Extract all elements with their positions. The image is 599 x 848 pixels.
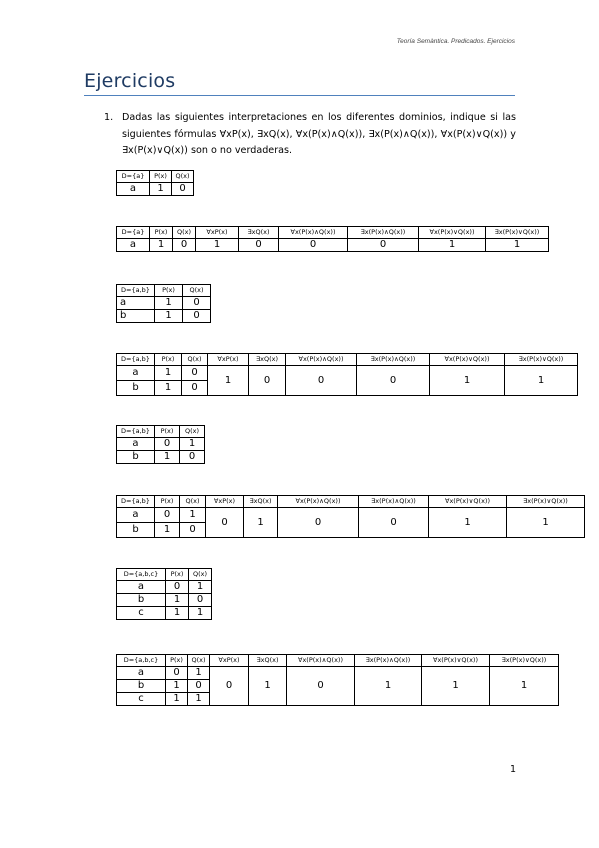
header-cell: P(x): [155, 426, 180, 438]
table-cell: b: [117, 310, 155, 323]
header-cell: Q(x): [173, 227, 196, 239]
interpretation-table-2: [116, 284, 211, 323]
table-cell: 1: [355, 667, 422, 706]
table-cell: 1: [155, 451, 180, 464]
table-cell: 0: [166, 581, 189, 594]
table-cell: 0: [206, 508, 244, 538]
page-number: 1: [510, 764, 517, 775]
question-text: Dadas las siguientes interpretaciones en los diferentes dominios, indique si las siguientes fórmulas ∀xP(x), ∃xQ(x), ∀x(P(x)∧Q(x)), ∃x(P(x)∧Q(x)), ∀x(P(x)∨Q(x)) y ∃x(P(x)∨Q(x)) son o no verdaderas.: [122, 112, 516, 156]
header-cell: Q(x): [189, 569, 212, 581]
table-cell: 1: [166, 594, 189, 607]
table-cell: 0: [166, 667, 188, 680]
header-cell: P(x): [166, 569, 189, 581]
table-cell: 1: [244, 508, 278, 538]
table-cell: a: [117, 183, 150, 196]
table-cell: 1: [150, 239, 173, 252]
table-cell: b: [117, 381, 155, 396]
table-cell: 0: [287, 667, 355, 706]
header-cell: P(x): [155, 496, 180, 508]
header-cell: ∀xP(x): [210, 655, 249, 667]
table-cell: 0: [180, 451, 205, 464]
table-cell: 1: [155, 366, 182, 381]
header-cell: P(x): [155, 354, 182, 366]
interpretation-table-4: [116, 568, 212, 620]
header-cell: Q(x): [180, 426, 205, 438]
table-cell: 0: [183, 297, 211, 310]
table-cell: a: [117, 239, 150, 252]
table-cell: 1: [155, 310, 183, 323]
table-cell: a: [117, 438, 155, 451]
header-cell: Q(x): [183, 285, 211, 297]
table-cell: 0: [359, 508, 429, 538]
header-cell: ∃xQ(x): [249, 354, 286, 366]
header-cell: ∃xQ(x): [244, 496, 278, 508]
table-cell: 1: [189, 581, 212, 594]
table-cell: 1: [180, 438, 205, 451]
table-cell: a: [117, 667, 166, 680]
table-cell: 1: [189, 607, 212, 620]
table-cell: 1: [155, 297, 183, 310]
table-cell: 1: [155, 381, 182, 396]
header-cell: ∃x(P(x)∧Q(x)): [357, 354, 430, 366]
result-table-1: [116, 226, 549, 252]
table-cell: 1: [507, 508, 585, 538]
result-table-3: [116, 495, 585, 538]
header-cell: ∃xQ(x): [249, 655, 287, 667]
header-cell: P(x): [166, 655, 188, 667]
table-cell: a: [117, 508, 155, 523]
header-cell: Q(x): [172, 171, 194, 183]
table-cell: 0: [173, 239, 196, 252]
table-cell: 0: [172, 183, 194, 196]
interpretation-table-3: [116, 425, 205, 464]
question-1: [104, 110, 516, 160]
table-cell: 0: [155, 508, 180, 523]
header-cell: ∃x(P(x)∨Q(x)): [505, 354, 578, 366]
section-title: Ejercicios: [84, 70, 515, 96]
table-cell: 1: [486, 239, 549, 252]
result-table-4: [116, 654, 559, 706]
table-cell: 0: [155, 438, 180, 451]
running-header: Teoría Semàntica. Predicados. Ejercicios: [396, 38, 515, 45]
header-cell: D={a,b,c}: [117, 655, 166, 667]
header-cell: D={a,b,c}: [117, 569, 166, 581]
interpretation-table-1: [116, 170, 194, 196]
table-cell: 0: [286, 366, 357, 396]
header-cell: ∀x(P(x)∧Q(x)): [287, 655, 355, 667]
header-cell: ∀x(P(x)∨Q(x)): [422, 655, 490, 667]
table-cell: 0: [210, 667, 249, 706]
table-cell: 1: [249, 667, 287, 706]
table-cell: 0: [183, 310, 211, 323]
table-cell: a: [117, 366, 155, 381]
table-cell: b: [117, 594, 166, 607]
table-cell: 0: [180, 523, 206, 538]
header-cell: Q(x): [180, 496, 206, 508]
table-cell: 0: [189, 594, 212, 607]
header-cell: ∃xQ(x): [239, 227, 279, 239]
header-cell: ∀x(P(x)∨Q(x)): [429, 496, 507, 508]
header-cell: D={a,b}: [117, 426, 155, 438]
header-cell: ∃x(P(x)∧Q(x)): [359, 496, 429, 508]
table-cell: 1: [180, 508, 206, 523]
table-cell: a: [117, 581, 166, 594]
header-cell: ∀xP(x): [206, 496, 244, 508]
table-cell: 0: [348, 239, 419, 252]
table-cell: 1: [188, 667, 210, 680]
header-cell: D={a,b}: [117, 354, 155, 366]
table-cell: b: [117, 680, 166, 693]
header-cell: ∀x(P(x)∨Q(x)): [430, 354, 505, 366]
header-cell: ∀x(P(x)∧Q(x)): [278, 496, 359, 508]
table-cell: 0: [182, 366, 208, 381]
table-cell: 0: [279, 239, 348, 252]
table-cell: 1: [150, 183, 172, 196]
table-cell: 1: [188, 693, 210, 706]
table-cell: 1: [490, 667, 559, 706]
header-cell: ∀x(P(x)∨Q(x)): [419, 227, 486, 239]
header-cell: ∃x(P(x)∨Q(x)): [507, 496, 585, 508]
table-cell: 0: [188, 680, 210, 693]
header-cell: Q(x): [182, 354, 208, 366]
header-cell: D={a}: [117, 171, 150, 183]
table-cell: 1: [430, 366, 505, 396]
table-cell: 1: [208, 366, 249, 396]
table-cell: 0: [278, 508, 359, 538]
table-cell: a: [117, 297, 155, 310]
header-cell: Q(x): [188, 655, 210, 667]
table-cell: 1: [419, 239, 486, 252]
table-cell: 0: [249, 366, 286, 396]
header-cell: P(x): [150, 171, 172, 183]
table-cell: 1: [429, 508, 507, 538]
header-cell: ∃x(P(x)∧Q(x)): [355, 655, 422, 667]
header-cell: ∀xP(x): [208, 354, 249, 366]
table-cell: 1: [166, 693, 188, 706]
table-cell: 0: [182, 381, 208, 396]
table-cell: 1: [422, 667, 490, 706]
table-cell: 0: [357, 366, 430, 396]
header-cell: D={a}: [117, 227, 150, 239]
question-number: 1.: [104, 112, 114, 123]
header-cell: P(x): [150, 227, 173, 239]
table-cell: 1: [505, 366, 578, 396]
header-cell: ∃x(P(x)∨Q(x)): [490, 655, 559, 667]
header-cell: P(x): [155, 285, 183, 297]
table-cell: c: [117, 607, 166, 620]
header-cell: ∃x(P(x)∧Q(x)): [348, 227, 419, 239]
header-cell: ∀x(P(x)∧Q(x)): [279, 227, 348, 239]
table-cell: b: [117, 523, 155, 538]
header-cell: ∃x(P(x)∨Q(x)): [486, 227, 549, 239]
table-cell: 1: [166, 680, 188, 693]
table-cell: 0: [239, 239, 279, 252]
result-table-2: [116, 353, 578, 396]
header-cell: D={a,b}: [117, 496, 155, 508]
header-cell: ∀x(P(x)∧Q(x)): [286, 354, 357, 366]
table-cell: 1: [166, 607, 189, 620]
table-cell: c: [117, 693, 166, 706]
table-cell: 1: [196, 239, 239, 252]
table-cell: b: [117, 451, 155, 464]
table-cell: 1: [155, 523, 180, 538]
header-cell: D={a,b}: [117, 285, 155, 297]
header-cell: ∀xP(x): [196, 227, 239, 239]
